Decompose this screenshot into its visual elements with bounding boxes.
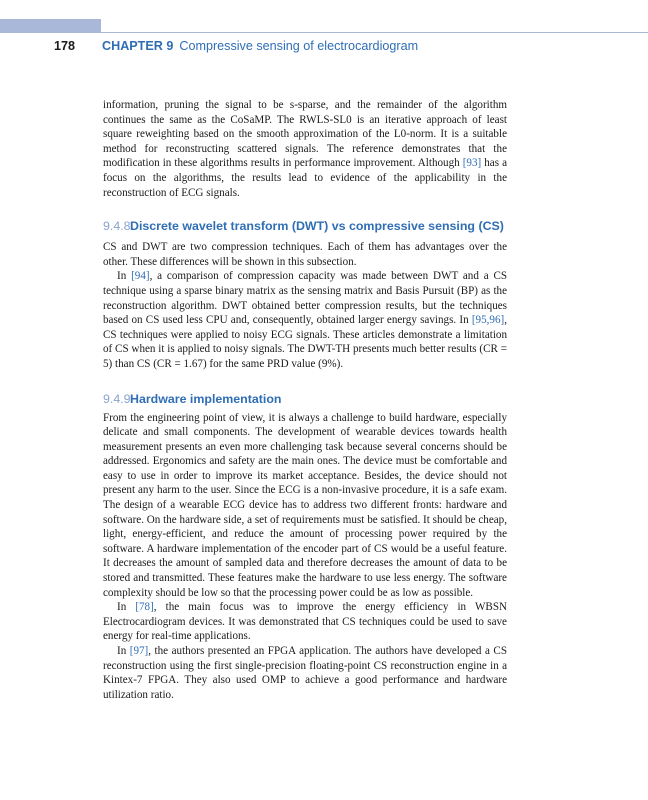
paragraph-text: In <box>117 270 132 283</box>
citation-link[interactable]: [93] <box>462 157 482 170</box>
chapter-title: Compressive sensing of electrocardiogram <box>179 39 419 53</box>
header-tab <box>0 19 101 33</box>
section-heading-hardware <box>103 391 507 407</box>
page-body <box>103 98 507 702</box>
paragraph-hw-3 <box>103 644 507 702</box>
chapter-label: CHAPTER 9 <box>102 39 174 53</box>
citation-link[interactable]: [95,96] <box>471 314 505 327</box>
page-number: 178 <box>54 39 76 53</box>
paragraph-hw-2 <box>103 600 507 644</box>
citation-link[interactable]: [78] <box>135 601 154 614</box>
header-bar <box>0 19 648 33</box>
running-head <box>54 37 418 55</box>
section-title: Hardware implementation <box>130 391 282 406</box>
citation-link[interactable]: [97] <box>129 645 149 657</box>
paragraph-dwt-2 <box>103 269 507 371</box>
paragraph-text: , CS techniques were applied to noisy ECG signals. These articles demonstrate a limitation of CS when it is applied to noisy signals. The DWT-TH presents much better results (CR = 5) than CS (CR = 1.67) for the same PRD value (9%). <box>103 314 507 370</box>
paragraph-text: , the main focus was to improve the energy efficiency in WBSN Electrocardiogram devices. It was demonstrated that CS techniques could be used to save energy for real-time applications. <box>103 601 508 643</box>
section-title: Discrete wavelet transform (DWT) vs compressive sensing (CS) <box>130 219 504 234</box>
paragraph-dwt-1: CS and DWT are two compression techniques. Each of them has advantages over the other. These differences will be shown in this subsection. <box>103 241 507 268</box>
section-heading-dwt <box>103 218 507 234</box>
paragraph-text: In <box>117 645 130 657</box>
paragraph-text: has a focus on the algorithms, the results lead to evidence of the applicability in the reconstruction of ECG signals. <box>103 157 507 199</box>
paragraph-hw-1: From the engineering point of view, it is always a challenge to build hardware, especially delicate and small components. The development of wearable devices towards health measurement presents an even more challenging task because several concerns should be addressed. Ergonomics and safety are the main ones. The device must be comfortable and easy to use in order to improve its market acceptance. Besides, the device should not present any harm to the user. Since the ECG is a non-invasive procedure, it is a safe exam. The design of a wearable ECG device has to address two different fronts: hardware and software. On the hardware side, a set of requirements must be satisfied. It should be cheap, light, energy-efficient, and reduce the amount of processing power required by the software. A hardware implementation of the encoder part of CS would be a useful feature. It decreases the amount of sampled data and therefore decreases the amount of data to be stored and transmitted. These features make the hardware to use less energy. The software complexity should be low so that the processing power could be as low as possible. <box>103 411 507 599</box>
section-number: 9.4.8 <box>103 219 131 234</box>
paragraph-text: In <box>117 601 136 614</box>
citation-link[interactable]: [94] <box>131 270 150 283</box>
paragraph-text: , a comparison of compression capacity was made between DWT and a CS technique using a sparse binary matrix as the sensing matrix and Basis Pursuit (BP) as the reconstruction algorithm. DWT obtained better compression results, but the techniques based on CS used less CPU and, consequently, obtained larger energy savings. In <box>103 270 508 327</box>
paragraph-text: information, pruning the signal to be s-sparse, and the remainder of the algorithm continues the same as the CoSaMP. The RWLS-SL0 is an iterative approach of least square reweighting based on the smooth approximation of the L0-norm. It is a suitable method for reconstructing scattered signals. The reference demonstrates that the modification in these algorithms results in performance improvement. Although <box>103 99 507 170</box>
section-number: 9.4.9 <box>103 391 131 406</box>
paragraph-text: , the authors presented an FPGA application. The authors have developed a CS reconstruction using the first single-precision floating-point CS reconstruction engine in a Kintex-7 FPGA. They also used OMP to achieve a good performance and hardware utilization ratio. <box>103 645 507 701</box>
paragraph-intro <box>103 98 507 200</box>
header-rule <box>101 32 648 33</box>
